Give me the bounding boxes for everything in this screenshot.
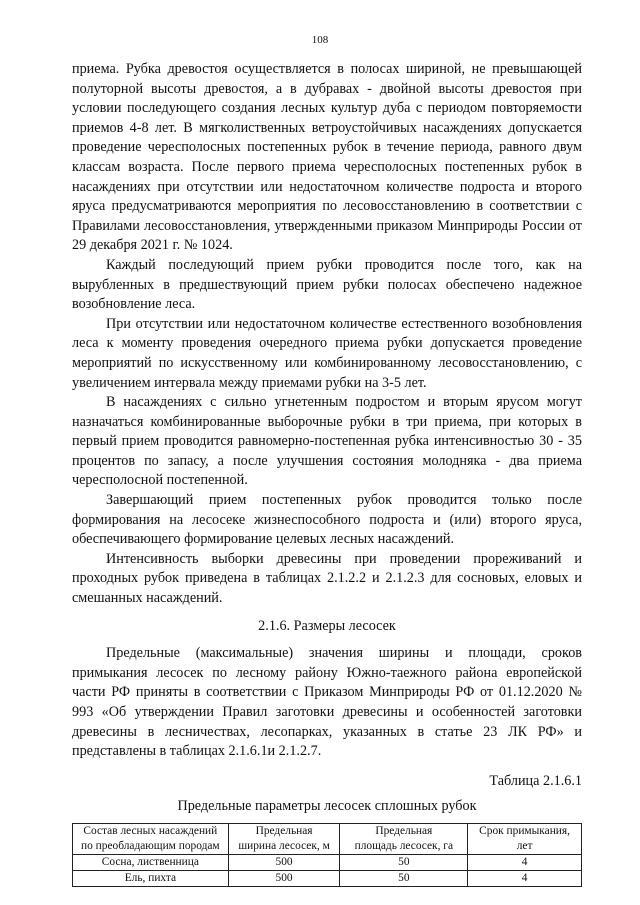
header-line: Предельная [375, 824, 433, 837]
table-row [73, 870, 582, 886]
table-cell: Сосна, лиственница [73, 854, 229, 870]
header-line: лет [516, 839, 533, 852]
header-cell [468, 823, 582, 854]
table-cell: 500 [228, 854, 340, 870]
paragraph: Каждый последующий прием рубки проводится после того, как на вырубленных в предшествующий прием рубки полосах обеспечено надежное возобновление леса. [72, 256, 582, 313]
cutting-area-table [72, 823, 582, 887]
header-cell [73, 823, 229, 854]
header-cell [340, 823, 468, 854]
header-line: ширина лесосек, м [238, 839, 330, 852]
header-cell [228, 823, 340, 854]
header-line: Срок примыкания, [479, 824, 570, 837]
table-cell: 500 [228, 870, 340, 886]
header-line: Состав лесных насаждений [83, 824, 218, 837]
header-line: площадь лесосек, га [354, 839, 454, 852]
paragraph: При отсутствии или недостаточном количестве естественного возобновления леса к моменту проведения очередного приема рубки допускается проведение мероприятий по искусственному или комбинированному лесовосстановлению, с увеличением интервала между приемами рубки на 3-5 лет. [72, 315, 582, 391]
table-cell: 50 [340, 870, 468, 886]
table-header-row [73, 823, 582, 854]
paragraph: Завершающий прием постепенных рубок проводится только после формирования на лесосеке жизнеспособного подроста и (или) второго яруса, обеспечивающего формирование целевых лесных насаждений. [72, 492, 582, 548]
table-row [73, 854, 582, 870]
table-cell: 4 [468, 870, 582, 886]
table-cell: Ель, пихта [73, 870, 229, 886]
table-cell: 4 [468, 854, 582, 870]
table-cell: 50 [340, 854, 468, 870]
table-label: Таблица 2.1.6.1 [489, 772, 582, 789]
table-title: Предельные параметры лесосек сплошных рубок [177, 798, 477, 815]
section-paragraph: Предельные (максимальные) значения ширины и площади, сроков примыкания лесосек по лесному району Южно-таежного района европейской части РФ приняты в соответствии с Приказом Минприроды РФ от 01.12.2020 № 993 «Об утверждении Правил заготовки древесины и особенностей заготовки древесины в лесничествах, лесопарках, указанных в статье 23 ЛК РФ» и представлены в таблицах 2.1.6.1и 2.1.2.7. [72, 645, 582, 760]
page-content [72, 60, 582, 887]
header-line: Предельная [255, 824, 313, 837]
paragraph: Интенсивность выборки древесины при проведении прореживаний и проходных рубок приведена в таблицах 2.1.2.2 и 2.1.2.3 для сосновых, еловых и смешанных насаждений. [72, 550, 582, 607]
paragraph: приема. Рубка древостоя осуществляется в полосах шириной, не превышающей полуторной высоты древостоя, а в дубравах - двойной высоты древостоя при условии последующего создания лесных культур дуба с периодом повторяемости приемов 4-8 лет. В мягколиственных ветроустойчивых насаждениях допускается проведение чересполосных постепенных рубок в течение периода, равного двум классам возраста. После первого приема чересполосных постепенных рубок в насаждениях при отсутствии или недостаточном количестве подроста и второго яруса предусматриваются мероприятия по лесовосстановлению в соответствии с Правилами лесовосстановления, утвержденными приказом Минприроды России от 29 декабря 2021 г. № 1024. [72, 61, 582, 254]
page-number: 108 [311, 34, 329, 46]
header-line: по преобладающим породам [81, 839, 220, 852]
paragraph: В насаждениях с сильно угнетенным подростом и вторым ярусом могут назначаться комбинированные выборочные рубки в три приема, при которых в первый прием проводится равномерно-постепенная рубка интенсивностью 30 - 35 процентов по запасу, а после улучшения состояния молодняка - два приема чересполосной постепенной. [72, 394, 582, 489]
section-heading: 2.1.6. Размеры лесосек [258, 617, 396, 634]
